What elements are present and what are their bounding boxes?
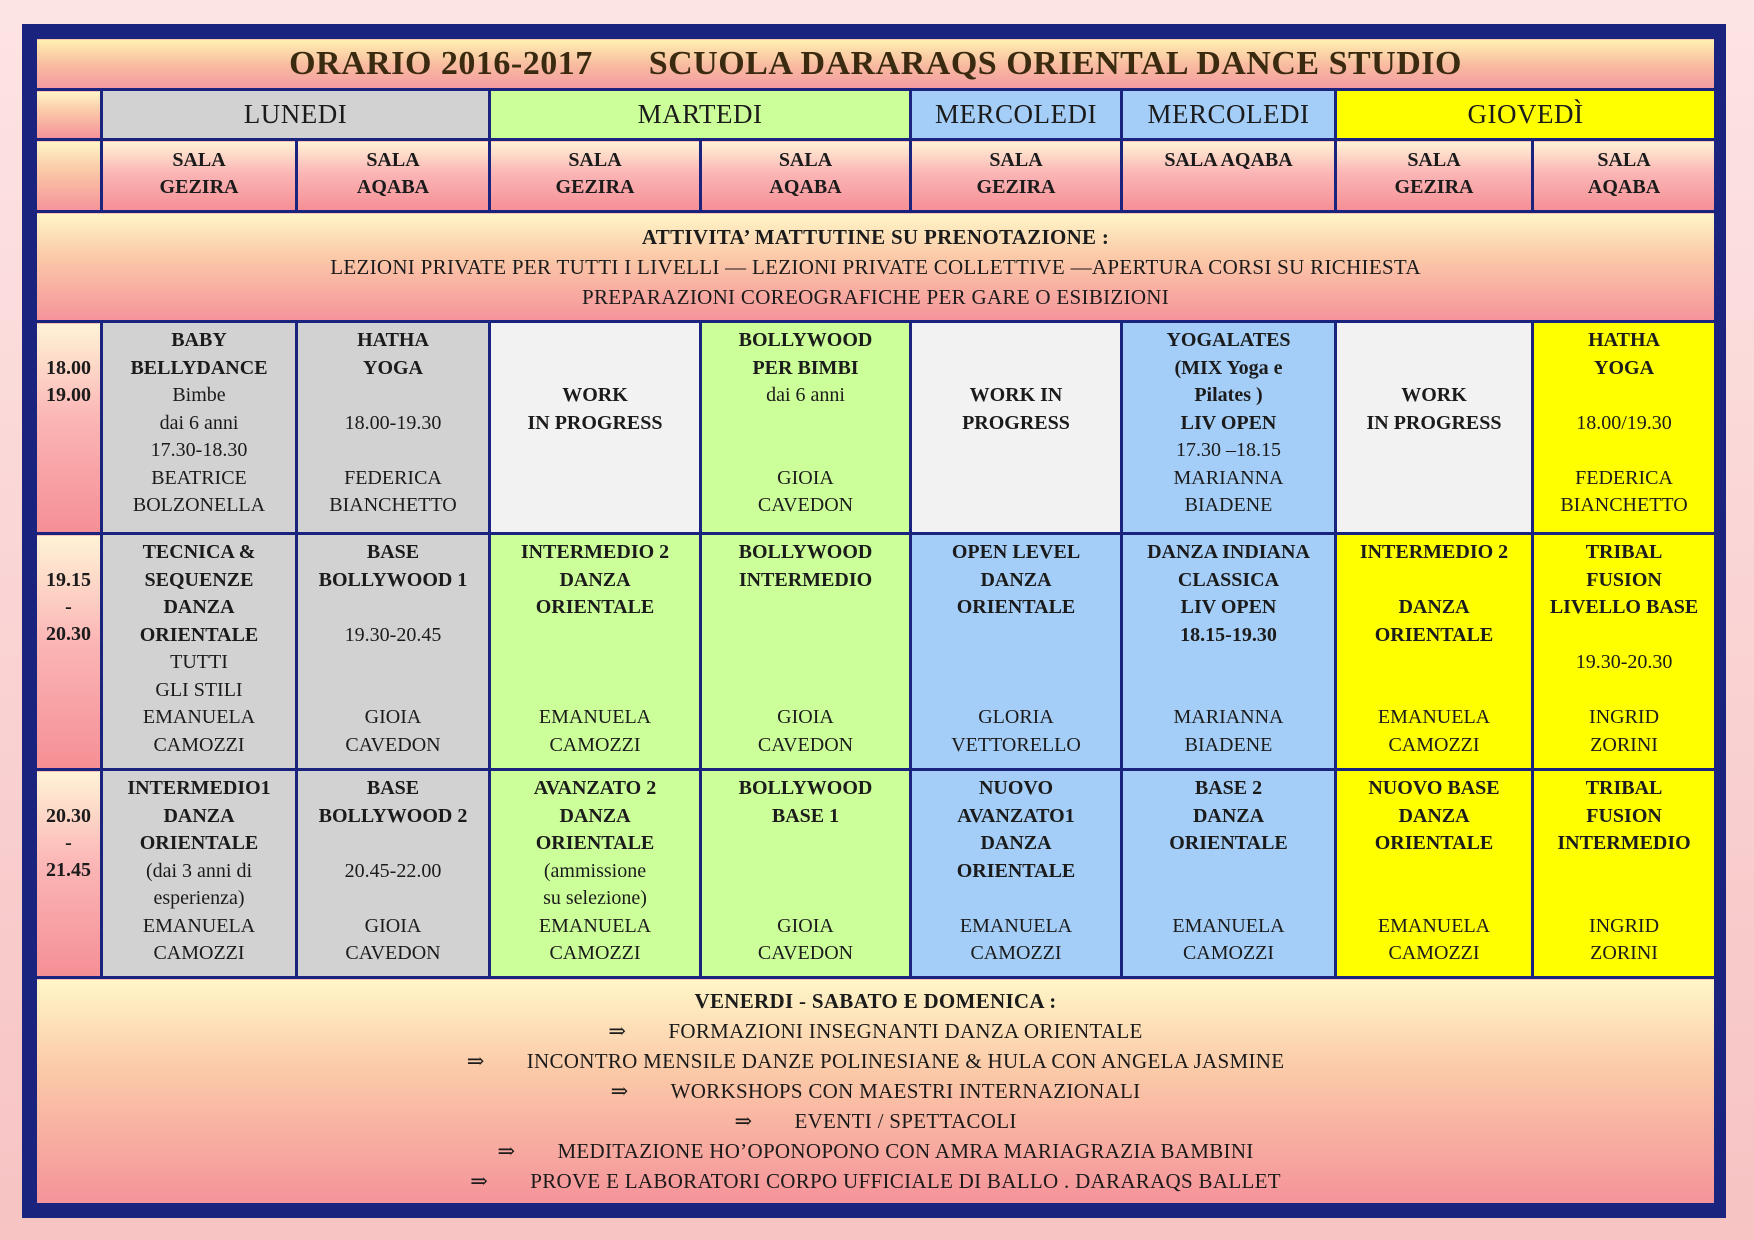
class-line [702, 622, 909, 650]
room-header [1533, 140, 1716, 212]
class-line: dai 6 anni [159, 411, 239, 434]
class-line: BIADENE [1184, 733, 1273, 756]
class-line: ORIENTALE [1169, 832, 1288, 854]
class-line: DANZA [980, 568, 1052, 591]
class-cell [490, 534, 701, 770]
title-year: ORARIO 2016-2017 [289, 44, 593, 82]
class-line [298, 437, 488, 465]
time-line: 20.30 [46, 805, 91, 827]
weekend-list [37, 1016, 1714, 1196]
day-mercoledi-2: MERCOLEDI [1122, 90, 1336, 140]
time-line: 20.30 [46, 623, 91, 645]
class-cell [1336, 534, 1533, 770]
room-line: AQABA [769, 176, 842, 198]
class-line: LIVELLO BASE [1549, 596, 1699, 618]
room-header [490, 140, 701, 212]
class-line [912, 677, 1120, 705]
class-line: DANZA [980, 832, 1052, 854]
class-line: BEATRICE [151, 466, 247, 489]
class-line: DANZA [1192, 804, 1265, 827]
class-line: Bimbe [172, 384, 226, 406]
class-line: FUSION [1586, 804, 1662, 827]
class-line [298, 594, 488, 622]
day-lunedi: LUNEDI [102, 90, 490, 140]
class-line: CLASSICA [1177, 568, 1280, 591]
day-giovedi: GIOVEDÌ [1336, 90, 1716, 140]
class-cell [1533, 534, 1716, 770]
class-cell [701, 322, 911, 534]
class-cell [102, 770, 297, 978]
class-line [702, 594, 909, 622]
class-line [1337, 885, 1531, 913]
class-line: EMANUELA [1377, 914, 1491, 937]
class-line [912, 885, 1120, 913]
class-line: HATHA [357, 329, 429, 351]
class-line: WORK [562, 384, 628, 406]
class-line [1123, 885, 1334, 913]
class-cell [911, 322, 1122, 534]
class-line: 18.15-19.30 [1180, 623, 1277, 646]
time-line: 19.00 [46, 384, 91, 406]
class-line [1337, 567, 1531, 595]
class-line: BIANCHETTO [1560, 494, 1688, 516]
weekend-item [37, 1106, 1714, 1136]
class-line: ORIENTALE [535, 596, 655, 618]
class-line: ZORINI [1590, 733, 1658, 756]
class-line: (ammissione [543, 859, 647, 882]
day-mercoledi-1: MERCOLEDI [911, 90, 1122, 140]
class-cell [1533, 322, 1716, 534]
class-line: BASE 2 [1194, 777, 1263, 799]
class-cell [911, 770, 1122, 978]
class-line: BIADENE [1184, 494, 1273, 516]
class-line: 19.30-20.30 [1575, 651, 1673, 673]
class-cell [490, 770, 701, 978]
class-line: ORIENTALE [535, 832, 655, 854]
class-line: CAMOZZI [549, 942, 641, 964]
class-line: IN PROGRESS [527, 411, 663, 434]
class-cell [1122, 534, 1336, 770]
class-line: EMANUELA [538, 914, 652, 937]
room-line: SALA AQABA [1164, 149, 1293, 171]
class-line: TRIBAL [1585, 541, 1663, 563]
class-line: BABY [171, 329, 227, 351]
room-header [911, 140, 1122, 212]
class-line: INTERMEDIO 2 [1359, 541, 1509, 563]
class-line: NUOVO [978, 777, 1054, 799]
class-line [1123, 649, 1334, 677]
room-line: SALA [989, 149, 1043, 171]
arrow-right-icon: ⇒ [734, 1109, 753, 1133]
class-line: BOLLYWOOD [738, 329, 873, 351]
arrow-right-icon: ⇒ [497, 1139, 516, 1163]
class-line: ORIENTALE [956, 596, 1076, 618]
room-line: AQABA [1587, 176, 1661, 198]
class-line: EMANUELA [959, 914, 1073, 937]
class-line: EMANUELA [142, 914, 256, 937]
class-line: GIOIA [777, 466, 834, 489]
class-line [912, 622, 1120, 650]
class-line [1534, 382, 1714, 410]
class-line [1337, 858, 1531, 886]
class-line: YOGA [1594, 356, 1655, 379]
schedule-table [34, 36, 1717, 1206]
class-line: LIV OPEN [1180, 411, 1277, 434]
class-line: FEDERICA [344, 466, 442, 489]
class-line [702, 830, 909, 858]
class-cell [297, 770, 490, 978]
class-line: ORIENTALE [139, 623, 259, 646]
class-line: (MIX Yoga e [1174, 356, 1283, 379]
class-line: GIOIA [364, 914, 422, 937]
class-line [702, 437, 909, 465]
class-line: HATHA [1588, 329, 1660, 351]
weekend-item-label: PROVE E LABORATORI CORPO UFFICIALE DI BALLO . DARARAQS BALLET [530, 1169, 1281, 1193]
time-line: 18.00 [46, 357, 91, 379]
class-line: WORK IN [969, 384, 1063, 406]
class-line: CAMOZZI [970, 942, 1062, 964]
time-slot-1 [36, 322, 102, 534]
arrow-right-icon: ⇒ [470, 1169, 489, 1193]
arrow-right-icon: ⇒ [610, 1079, 629, 1103]
weekend-item [37, 1136, 1714, 1166]
class-line: (dai 3 anni di [145, 859, 253, 882]
class-line [298, 677, 488, 705]
class-line: 17.30-18.30 [150, 439, 248, 461]
class-line: BELLYDANCE [130, 356, 268, 379]
class-line [1534, 858, 1714, 886]
class-line: BOLLYWOOD 2 [318, 804, 468, 827]
class-line: CAMOZZI [1388, 733, 1480, 756]
weekend-item-label: EVENTI / SPETTACOLI [794, 1109, 1017, 1133]
class-line: su selezione) [543, 887, 647, 909]
class-line: DANZA [163, 804, 235, 827]
morning-activities-banner [36, 212, 1716, 322]
class-line: AVANZATO 2 [533, 777, 657, 799]
class-line: PROGRESS [962, 411, 1070, 434]
class-line: Pilates ) [1194, 384, 1263, 406]
time-line: 21.45 [46, 859, 91, 881]
class-line: ORIENTALE [956, 859, 1076, 882]
class-cell [102, 534, 297, 770]
class-line [298, 649, 488, 677]
time-slot-2 [36, 534, 102, 770]
class-line: EMANUELA [142, 706, 256, 728]
arrow-right-icon: ⇒ [608, 1019, 627, 1043]
class-cell [701, 534, 911, 770]
class-line: LIV OPEN [1180, 596, 1277, 618]
class-line: TUTTI [170, 651, 228, 673]
class-line: INGRID [1589, 914, 1660, 937]
class-line: MARIANNA [1173, 466, 1284, 489]
class-cell [490, 322, 701, 534]
class-line: DANZA [1398, 596, 1470, 618]
class-line [491, 622, 699, 650]
weekend-activities [36, 978, 1716, 1205]
class-line [298, 885, 488, 913]
class-line: 18.00/19.30 [1576, 411, 1672, 434]
room-header [1122, 140, 1336, 212]
class-line: AVANZATO1 [957, 804, 1075, 827]
class-line [1337, 677, 1531, 705]
class-line: BIANCHETTO [329, 494, 457, 516]
class-line: NUOVO BASE [1368, 777, 1500, 799]
class-line: GLI STILI [155, 678, 243, 701]
class-line: ZORINI [1590, 942, 1658, 964]
class-line: INTERMEDIO 2 [520, 541, 670, 563]
class-line [1534, 622, 1714, 650]
room-line: GEZIRA [976, 176, 1056, 198]
room-line: GEZIRA [1394, 176, 1474, 198]
class-line [702, 858, 909, 886]
class-line [1534, 885, 1714, 913]
class-line [1534, 437, 1714, 465]
class-cell [911, 534, 1122, 770]
room-line: SALA [568, 149, 622, 171]
weekend-item [37, 1046, 1714, 1076]
class-line: CAMOZZI [1182, 942, 1275, 964]
class-line: ORIENTALE [1374, 623, 1494, 646]
room-line: GEZIRA [159, 176, 239, 198]
class-line: FEDERICA [1575, 466, 1673, 489]
class-line: BOLLYWOOD [738, 541, 873, 563]
class-cell [102, 322, 297, 534]
class-line: GIOIA [364, 706, 422, 728]
class-line: CAMOZZI [153, 733, 245, 756]
class-line: MARIANNA [1173, 706, 1284, 728]
schedule-frame [22, 24, 1726, 1218]
class-line [702, 649, 909, 677]
class-line: INGRID [1589, 706, 1660, 728]
class-cell [1122, 770, 1336, 978]
class-line: CAVEDON [345, 733, 441, 756]
class-line: CAMOZZI [549, 733, 641, 756]
page-title [36, 38, 1716, 90]
room-line [1123, 174, 1334, 201]
weekend-item [37, 1166, 1714, 1196]
class-line: ORIENTALE [139, 832, 259, 854]
room-header [701, 140, 911, 212]
class-line: FUSION [1586, 568, 1662, 591]
morning-line: PREPARAZIONI COREOGRAFICHE PER GARE O ESIBIZIONI [582, 284, 1170, 309]
room-header [297, 140, 490, 212]
room-line: SALA [366, 149, 420, 171]
weekend-item [37, 1076, 1714, 1106]
day-martedi: MARTEDI [490, 90, 911, 140]
room-line: SALA [172, 149, 226, 171]
class-line [298, 382, 488, 410]
room-header [102, 140, 297, 212]
class-line: esperienza) [153, 887, 245, 909]
class-line: EMANUELA [538, 706, 652, 728]
room-line: GEZIRA [555, 176, 635, 198]
class-line: PER BIMBI [752, 356, 859, 379]
room-header [1336, 140, 1533, 212]
time-line: 19.15 [46, 569, 91, 591]
morning-line: LEZIONI PRIVATE PER TUTTI I LIVELLI — LEZIONI PRIVATE COLLETTIVE —APERTURA CORSI SU RICHIESTA [330, 254, 1421, 279]
class-line: DANZA [559, 568, 631, 591]
room-line: SALA [1407, 149, 1461, 171]
class-line: TRIBAL [1585, 777, 1663, 799]
class-line: WORK [1401, 384, 1467, 406]
weekend-heading: VENERDI - SABATO E DOMENICA : [694, 989, 1057, 1013]
class-line: CAVEDON [757, 733, 854, 756]
class-line: BASE [366, 541, 420, 563]
class-line: BOLLYWOOD [738, 777, 873, 799]
weekend-item-label: FORMAZIONI INSEGNANTI DANZA ORIENTALE [668, 1019, 1143, 1043]
room-line: AQABA [356, 176, 430, 198]
time-line: - [65, 832, 72, 854]
class-line: 18.00-19.30 [344, 411, 442, 434]
class-line: BOLLYWOOD 1 [318, 568, 468, 591]
class-line: INTERMEDIO1 [127, 777, 271, 799]
class-line: OPEN LEVEL [951, 541, 1081, 563]
class-line: GIOIA [777, 706, 834, 728]
class-line: SEQUENZE [144, 568, 254, 591]
class-line [1534, 677, 1714, 705]
class-cell [1336, 322, 1533, 534]
class-cell [297, 322, 490, 534]
class-line: VETTORELLO [951, 733, 1081, 756]
weekend-item [37, 1016, 1714, 1046]
class-line [1337, 649, 1531, 677]
class-line [912, 649, 1120, 677]
class-line: INTERMEDIO [738, 568, 873, 591]
class-cell [1533, 770, 1716, 978]
corner-cell [36, 90, 102, 140]
class-line [702, 410, 909, 438]
class-line: TECNICA & [142, 541, 256, 563]
class-cell [1122, 322, 1336, 534]
class-cell [297, 534, 490, 770]
class-line: EMANUELA [1172, 914, 1285, 937]
class-line: 20.45-22.00 [344, 859, 442, 882]
class-line: ORIENTALE [1374, 832, 1494, 854]
time-slot-3 [36, 770, 102, 978]
class-line [298, 830, 488, 858]
class-line: YOGALATES [1166, 329, 1291, 351]
room-line: SALA [1597, 149, 1651, 171]
class-line: BOLZONELLA [132, 494, 266, 516]
class-line: EMANUELA [1377, 706, 1491, 728]
class-line: INTERMEDIO [1557, 832, 1691, 854]
weekend-item-label: INCONTRO MENSILE DANZE POLINESIANE & HULA CON ANGELA JASMINE [526, 1049, 1285, 1073]
corner-cell [36, 140, 102, 212]
class-line [491, 677, 699, 705]
class-line: GLORIA [978, 706, 1054, 728]
time-line: - [65, 596, 72, 618]
class-line: CAVEDON [757, 942, 854, 964]
class-line: BASE 1 [771, 804, 840, 827]
weekend-item-label: MEDITAZIONE HO’OPONOPONO CON AMRA MARIAGRAZIA BAMBINI [557, 1139, 1254, 1163]
class-line [702, 885, 909, 913]
class-line [1123, 677, 1334, 705]
weekend-item-label: WORKSHOPS CON MAESTRI INTERNAZIONALI [670, 1079, 1141, 1103]
class-line: YOGA [363, 356, 423, 379]
class-line: 17.30 –18.15 [1176, 439, 1281, 461]
class-line [1123, 858, 1334, 886]
class-line [491, 649, 699, 677]
morning-heading: ATTIVITA’ MATTUTINE SU PRENOTAZIONE : [641, 224, 1110, 249]
class-line: DANZA [559, 804, 631, 827]
class-line: DANZA [163, 596, 235, 618]
arrow-right-icon: ⇒ [466, 1049, 485, 1073]
room-line: SALA [778, 149, 833, 171]
class-line: CAVEDON [345, 942, 441, 964]
class-line [702, 677, 909, 705]
class-line: DANZA INDIANA [1147, 541, 1310, 563]
class-line: dai 6 anni [766, 384, 845, 406]
class-line: GIOIA [777, 914, 834, 937]
class-line: CAMOZZI [153, 942, 245, 964]
class-line: DANZA [1398, 804, 1470, 827]
class-line: CAVEDON [757, 494, 854, 516]
class-line: BASE [366, 777, 420, 799]
class-cell [701, 770, 911, 978]
class-cell [1336, 770, 1533, 978]
title-school: SCUOLA DARARAQS ORIENTAL DANCE STUDIO [648, 44, 1462, 82]
class-line: IN PROGRESS [1366, 411, 1502, 434]
class-line: 19.30-20.45 [344, 623, 442, 646]
class-line: CAMOZZI [1388, 942, 1480, 964]
